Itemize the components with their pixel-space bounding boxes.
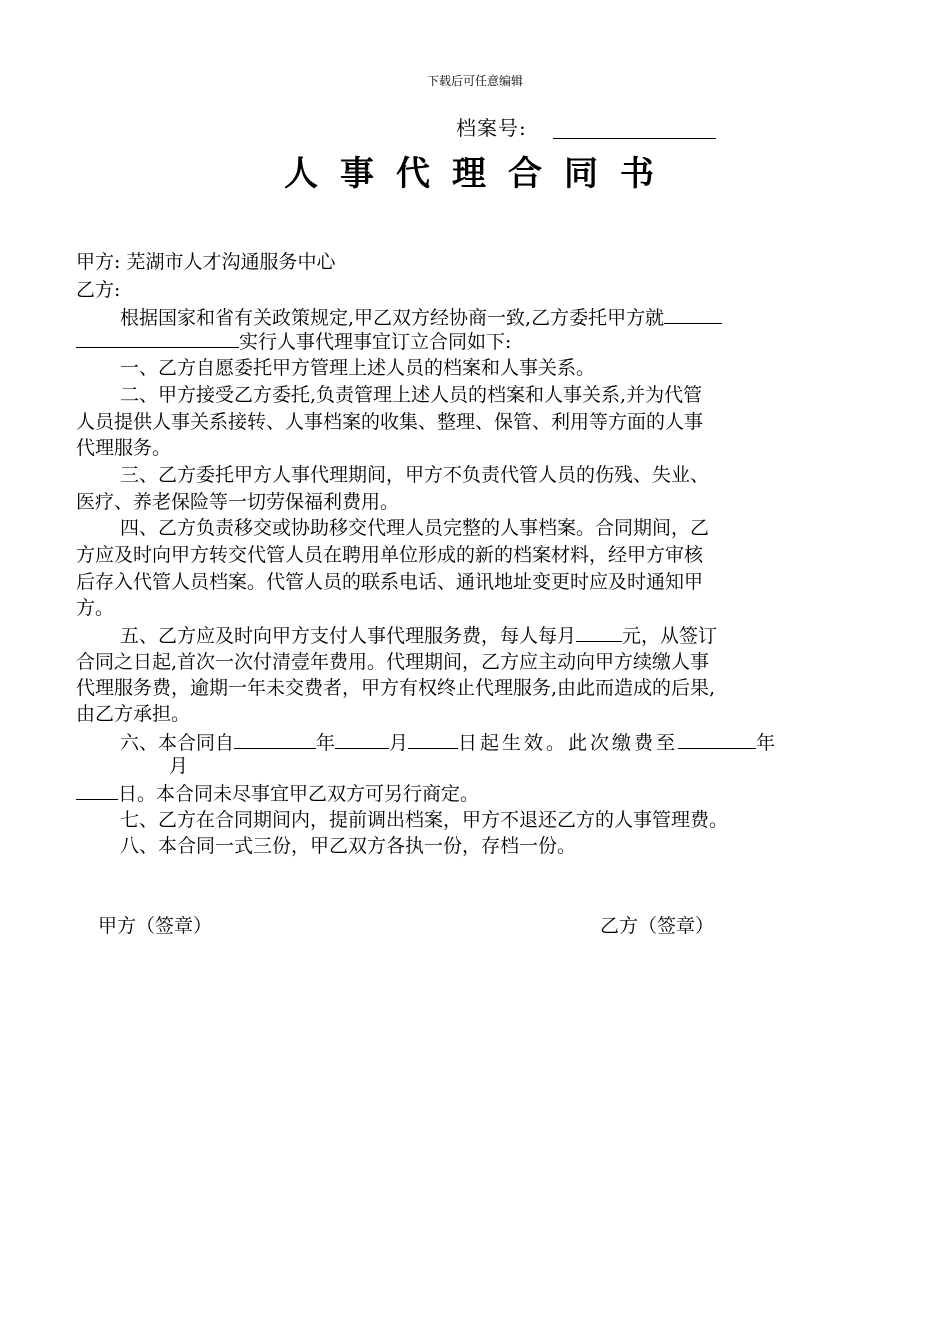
clause-5-line-2: 合同之日起,首次一次付清壹年费用。代理期间，乙方应主动向甲方续缴人事 xyxy=(76,651,710,673)
clause-4-line-2: 方应及时向甲方转交代管人员在聘用单位形成的新的档案材料，经甲方审核 xyxy=(76,544,704,566)
header-note: 下载后可任意编辑 xyxy=(426,74,523,88)
clause-5-text-b: 元，从签订 xyxy=(622,625,718,647)
clause-4-line-3: 后存入代管人员档案。代管人员的联系电话、通讯地址变更时应及时通知甲 xyxy=(76,571,704,593)
clause-8: 八、本合同一式三份，甲乙双方各执一份，存档一份。 xyxy=(120,835,577,857)
start-month-blank xyxy=(335,728,389,749)
clause-4-line-1: 四、乙方负责移交或协助移交代理人员完整的人事档案。合同期间，乙 xyxy=(120,517,710,539)
intro-text-2: 实行人事代理事宜订立合同如下: xyxy=(239,331,512,353)
document-title: 人事代理合同书 xyxy=(284,154,676,194)
clause-3-line-2: 医疗、养老保险等一切劳保福利费用。 xyxy=(76,491,400,513)
clause-5-text-a: 五、乙方应及时向甲方支付人事代理服务费，每人每月 xyxy=(120,625,577,647)
fee-blank xyxy=(576,621,622,642)
year-label-2: 年 xyxy=(756,732,776,754)
clause-6-text-a: 六、本合同自 xyxy=(120,732,235,754)
clause-6-text-b: 日起生效。此次缴费至 xyxy=(458,732,679,754)
clause-3-line-1: 三、乙方委托甲方人事代理期间，甲方不负责代管人员的伤残、失业、 xyxy=(120,464,710,486)
clause-5-line-3: 代理服务费，逾期一年未交费者，甲方有权终止代理服务,由此而造成的后果, xyxy=(76,677,716,699)
month-label-2: 月 xyxy=(169,755,189,777)
clause-5-line-1 xyxy=(120,621,717,650)
clause-4-line-4: 方。 xyxy=(76,597,115,619)
party-a: 甲方: 芜湖市人才沟通服务中心 xyxy=(76,251,336,273)
clause-2-line-1: 二、甲方接受乙方委托,负责管理上述人员的档案和人事关系,并为代管 xyxy=(120,384,703,406)
clause-5-line-4: 由乙方承担。 xyxy=(76,703,191,725)
end-year-blank xyxy=(678,728,756,749)
start-year-blank xyxy=(234,728,316,749)
clause-2-line-2: 人员提供人事关系接转、人事档案的收集、整理、保管、利用等方面的人事 xyxy=(76,411,704,433)
clause-1: 一、乙方自愿委托甲方管理上述人员的档案和人事关系。 xyxy=(120,357,596,379)
clause-6-text-c: 日。本合同未尽事宜甲乙双方可另行商定。 xyxy=(118,783,480,805)
month-label: 月 xyxy=(389,732,409,754)
end-day-blank xyxy=(76,779,118,800)
intro-blank-2 xyxy=(76,327,239,348)
signature-party-b: 乙方（签章） xyxy=(600,915,715,937)
file-number-label: 档案号: xyxy=(456,116,527,140)
clause-2-line-3: 代理服务。 xyxy=(76,437,172,459)
clause-6-line-3 xyxy=(76,779,479,808)
file-number-blank xyxy=(553,138,716,139)
signature-party-a: 甲方（签章） xyxy=(98,915,213,937)
intro-line-2 xyxy=(76,327,511,356)
clause-7: 七、乙方在合同期间内，提前调出档案，甲方不退还乙方的人事管理费。 xyxy=(120,809,729,831)
clause-6-line-1 xyxy=(120,728,775,757)
intro-text-1: 根据国家和省有关政策规定,甲乙双方经协商一致,乙方委托甲方就 xyxy=(120,307,665,329)
intro-blank-1 xyxy=(664,303,722,324)
year-label: 年 xyxy=(316,732,336,754)
party-b: 乙方: xyxy=(76,279,121,301)
start-day-blank xyxy=(408,728,458,749)
